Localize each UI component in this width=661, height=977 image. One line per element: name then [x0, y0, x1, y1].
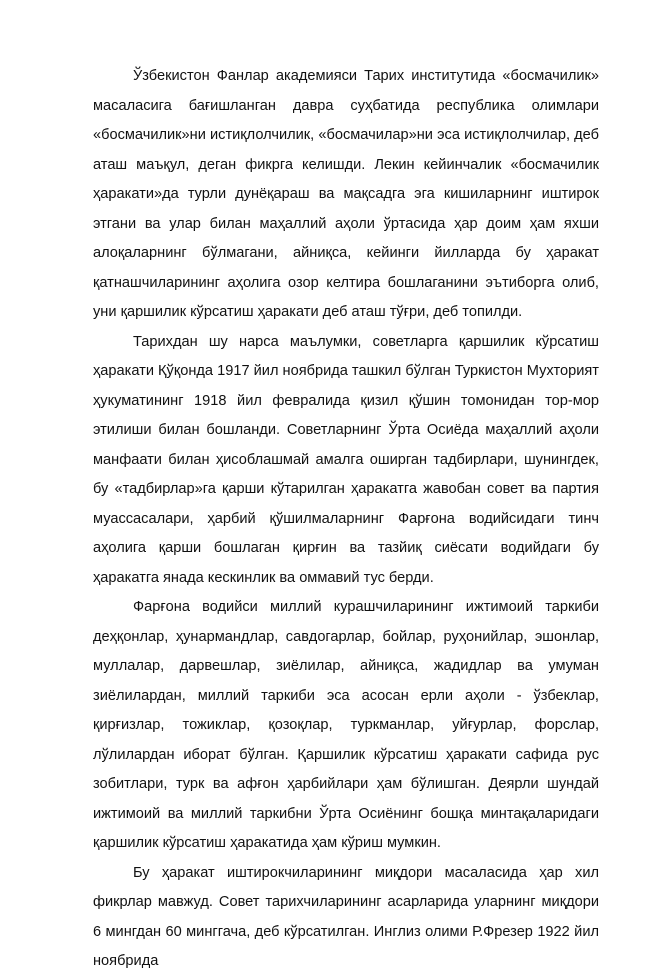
paragraph-1: Ўзбекистон Фанлар академияси Тарих институтида «босмачилик» масаласига бағишланган давра суҳбатида республика олимлари «босмачилик»ни истиқлолчилик, «босмачилар»ни эса истиқлолчилар, деб аташ маъқул, деган фикрга келишди. Лекин кейинчалик «босмачилик ҳаракати»да турли дунёқараш ва мақсадга эга кишиларнинг иштирок этгани ва улар билан маҳаллий аҳоли ўртасида ҳар доим ҳам яхши алоқаларнинг бўлмагани, айниқса, кейинги йилларда бу ҳаракат қатнашчиларининг аҳолига озор келтира бошлаганини эътиборга олиб, уни қаршилик кўрсатиш ҳаракати деб аташ тўғри, деб топилди. [93, 68, 599, 320]
paragraph-4: Бу ҳаракат иштирокчиларининг миқдори масаласида ҳар хил фикрлар мавжуд. Совет тарихчиларининг асарларида уларнинг миқдори 6 мингдан 60 минггача, деб кўрсатилган. Инглиз олими Р.Фрезер 1922 йил ноябрида [93, 864, 599, 969]
document-text [93, 62, 599, 977]
paragraph-3: Фарғона водийси миллий курашчиларининг ижтимоий таркиби деҳқонлар, ҳунармандлар, савдогарлар, бойлар, руҳонийлар, эшонлар, муллалар, дарвешлар, зиёлилар, айниқса, жадидлар ва умуман зиёлилардан, миллий таркиби эса асосан ерли аҳоли - ўзбеклар, қирғизлар, тожиклар, қозоқлар, туркманлар, уйғурлар, форслар, лўлилардан иборат бўлган. Қаршилик кўрсатиш ҳаракати сафида рус зобитлари, турк ва афғон ҳарбийлари ҳам бўлишган. Деярли шундай ижтимоий ва миллий таркибни Ўрта Осиёнинг бошқа минтақаларидаги қаршилик кўрсатиш ҳаракатида ҳам кўриш мумкин. [93, 599, 599, 851]
paragraph-2: Тарихдан шу нарса маълумки, советларга қаршилик кўрсатиш ҳаракати Қўқонда 1917 йил ноябрида ташкил бўлган Туркистон Мухторият ҳукуматининг 1918 йил февралида қизил қўшин томонидан тор-мор этилиши билан бошланди. Советларнинг Ўрта Осиёда маҳаллий аҳоли манфаати билан ҳисоблашмай амалга оширган тадбирлари, шунингдек, бу «тадбирлар»га қарши кўтарилган ҳаракатга жавобан совет ва партия муассасалари, ҳарбий қўшилмаларнинг Фарғона водийсидаги тинч аҳолига қарши бошлаган қирғин ва тазйиқ сиёсати водийдаги бу ҳаракатга янада кескинлик ва оммавий тус берди. [93, 333, 599, 586]
